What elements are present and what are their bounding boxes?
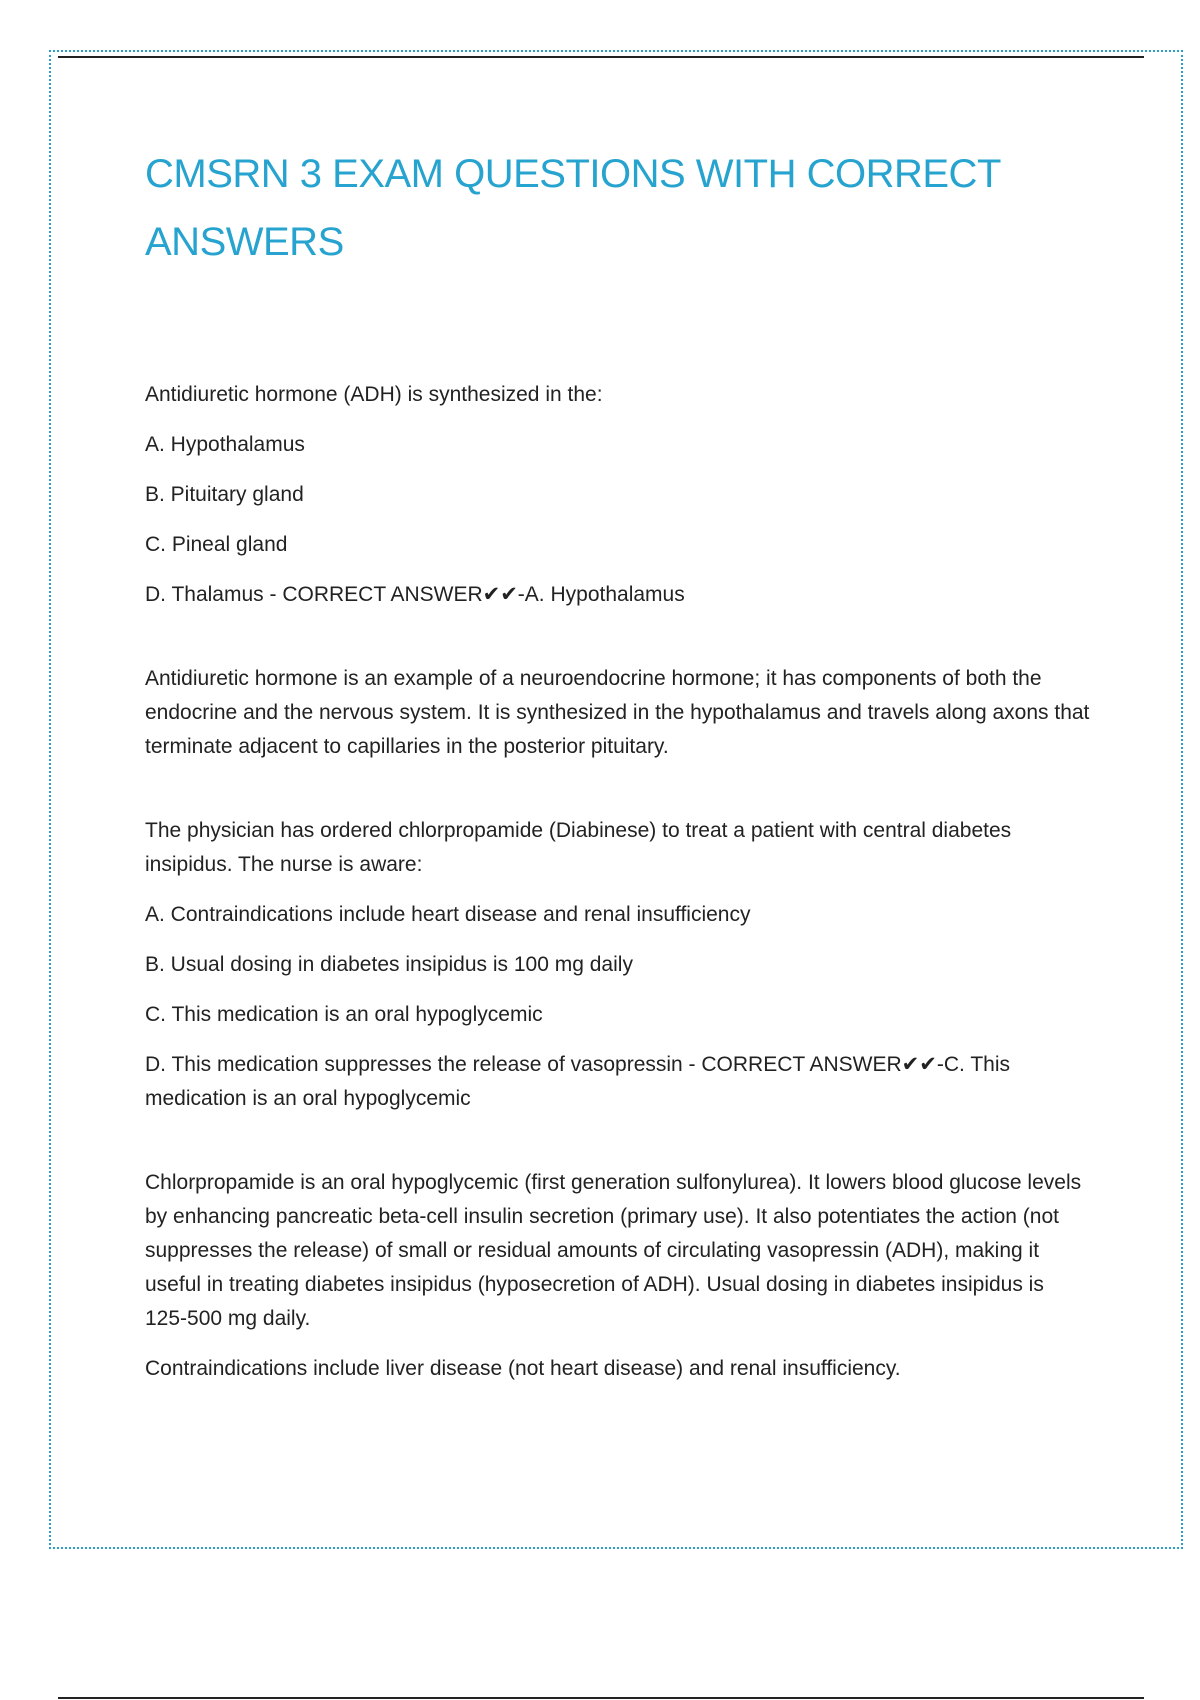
question-2-option-c: C. This medication is an oral hypoglycemic bbox=[145, 1003, 543, 1026]
document-body bbox=[145, 378, 1090, 1402]
question-1-text: Antidiuretic hormone (ADH) is synthesized in the: bbox=[145, 383, 603, 406]
question-2-rationale: Chlorpropamide is an oral hypoglycemic (first generation sulfonylurea). It lowers blood glucose levels by enhancing pancreatic beta-cell insulin secretion (primary use). It also potentiates the action (not suppresses the release) of small or residual amounts of circulating vasopressin (ADH), making it useful in treating diabetes insipidus (hyposecretion of ADH). Usual dosing in diabetes insipidus is 125-500 mg daily. bbox=[145, 1171, 1082, 1330]
header-rule bbox=[58, 56, 1144, 58]
question-2-text: The physician has ordered chlorpropamide (Diabinese) to treat a patient with central diabetes insipidus. The nurse is aware: bbox=[145, 819, 1012, 876]
question-2-rationale-contraindications: Contraindications include liver disease (not heart disease) and renal insufficiency. bbox=[145, 1357, 901, 1380]
question-1-option-c: C. Pineal gland bbox=[145, 533, 288, 556]
question-1-option-b: B. Pituitary gland bbox=[145, 483, 304, 506]
question-1-rationale: Antidiuretic hormone is an example of a neuroendocrine hormone; it has components of both the endocrine and the nervous system. It is synthesized in the hypothalamus and travels along axons that terminate adjacent to capillaries in the posterior pituitary. bbox=[145, 667, 1090, 758]
question-2-option-a: A. Contraindications include heart disease and renal insufficiency bbox=[145, 903, 751, 926]
question-2-option-b: B. Usual dosing in diabetes insipidus is 100 mg daily bbox=[145, 953, 633, 976]
question-2-option-d-answer: D. This medication suppresses the release of vasopressin - CORRECT ANSWER✔✔-C. This medication is an oral hypoglycemic bbox=[145, 1053, 1010, 1110]
question-1-option-d-answer: D. Thalamus - CORRECT ANSWER✔✔-A. Hypothalamus bbox=[145, 583, 685, 606]
footer-rule bbox=[58, 1697, 1144, 1699]
question-1-option-a: A. Hypothalamus bbox=[145, 433, 305, 456]
document-title: CMSRN 3 EXAM QUESTIONS WITH CORRECT ANSWERS bbox=[145, 152, 1001, 264]
